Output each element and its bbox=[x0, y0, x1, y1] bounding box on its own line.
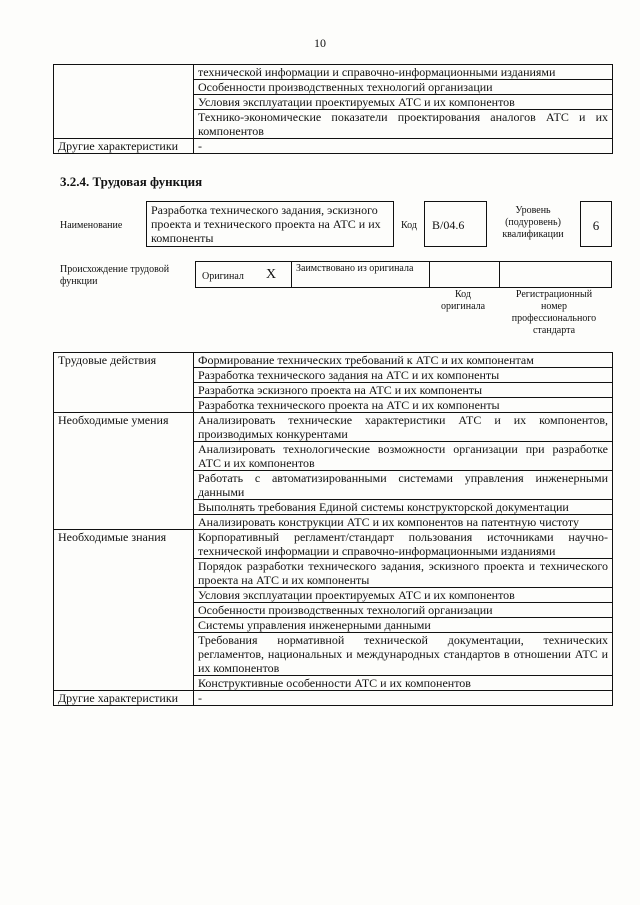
table-cell: Технико-экономические показатели проектирования аналогов АТС и их компонентов bbox=[194, 110, 613, 139]
section-heading: 3.2.4. Трудовая функция bbox=[60, 174, 203, 189]
row-header: Необходимые знания bbox=[54, 530, 194, 691]
function-details-table bbox=[53, 352, 613, 706]
table-cell: Выполнять требования Единой системы конструкторской документации bbox=[194, 500, 613, 515]
table-cell: Разработка эскизного проекта на АТС и их компоненты bbox=[194, 383, 613, 398]
level-label: Уровень (подуровень) квалификации bbox=[502, 205, 564, 240]
table-cell: Условия эксплуатации проектируемых АТС и их компонентов bbox=[194, 95, 613, 110]
table-cell: технической информации и справочно-информационными изданиями bbox=[194, 65, 613, 80]
table-cell: Анализировать технические характеристики АТС и их компонентов, производимых конкурентами bbox=[194, 413, 613, 442]
table-cell: Разработка технического задания на АТС и их компоненты bbox=[194, 368, 613, 383]
table-cell: Особенности производственных технологий организации bbox=[194, 603, 613, 618]
code-original-cell bbox=[429, 262, 499, 287]
table-cell: Анализировать технологические возможности организации при разработке АТС и их компонентов bbox=[194, 442, 613, 471]
page-number: 10 bbox=[314, 36, 326, 50]
level-box: 6 bbox=[580, 201, 612, 247]
table-cell: Корпоративный регламент/стандарт пользования источниками научно-технической информации и справочно-информационными изданиями bbox=[194, 530, 613, 559]
reg-number-cell bbox=[499, 262, 613, 287]
origin-strip bbox=[195, 261, 612, 288]
table-cell: - bbox=[194, 139, 613, 154]
knowledge-continuation-table bbox=[53, 64, 613, 154]
table-cell: Требования нормативной технической документации, технических регламентов, национальных и международных стандартов в отношении АТС и их компонентов bbox=[194, 633, 613, 676]
table-row bbox=[54, 691, 613, 706]
table-cell: - bbox=[194, 691, 613, 706]
origin-label: Происхождение трудовой функции bbox=[60, 264, 170, 287]
table-cell: Работать с автоматизированными системами управления инженерными данными bbox=[194, 471, 613, 500]
borrowed-label: Заимствовано из оригинала bbox=[296, 263, 414, 274]
name-label: Наименование bbox=[60, 220, 123, 231]
table-row bbox=[54, 413, 613, 442]
reg-number-label: Регистрационный номер профессионального стандарта bbox=[511, 289, 597, 336]
row-header-empty bbox=[54, 65, 194, 139]
row-header: Трудовые действия bbox=[54, 353, 194, 413]
table-cell: Формирование технических требований к АТС и их компонентам bbox=[194, 353, 613, 368]
table-cell: Системы управления инженерными данными bbox=[194, 618, 613, 633]
table-cell: Условия эксплуатации проектируемых АТС и их компонентов bbox=[194, 588, 613, 603]
table-row bbox=[54, 139, 613, 154]
table-row bbox=[54, 65, 613, 80]
function-name-box: Разработка технического задания, эскизного проекта и технического проекта на АТС и их компоненты bbox=[146, 201, 394, 247]
borrowed-cell bbox=[291, 262, 429, 287]
code-original-label: Код оригинала bbox=[440, 289, 486, 312]
table-cell: Анализировать конструкции АТС и их компонентов на патентную чистоту bbox=[194, 515, 613, 530]
row-header: Другие характеристики bbox=[54, 691, 194, 706]
table-row bbox=[54, 530, 613, 559]
table-row bbox=[54, 353, 613, 368]
table-cell: Конструктивные особенности АТС и их компонентов bbox=[194, 676, 613, 691]
table-cell: Особенности производственных технологий организации bbox=[194, 80, 613, 95]
original-label: Оригинал bbox=[202, 271, 244, 282]
table-cell: Разработка технического проекта на АТС и их компоненты bbox=[194, 398, 613, 413]
function-code-box: B/04.6 bbox=[424, 201, 487, 247]
row-header: Другие характеристики bbox=[54, 139, 194, 154]
table-cell: Порядок разработки технического задания, эскизного проекта и технического проекта на АТС и их компоненты bbox=[194, 559, 613, 588]
original-mark: X bbox=[266, 267, 277, 282]
row-header: Необходимые умения bbox=[54, 413, 194, 530]
code-label: Код bbox=[401, 220, 417, 231]
